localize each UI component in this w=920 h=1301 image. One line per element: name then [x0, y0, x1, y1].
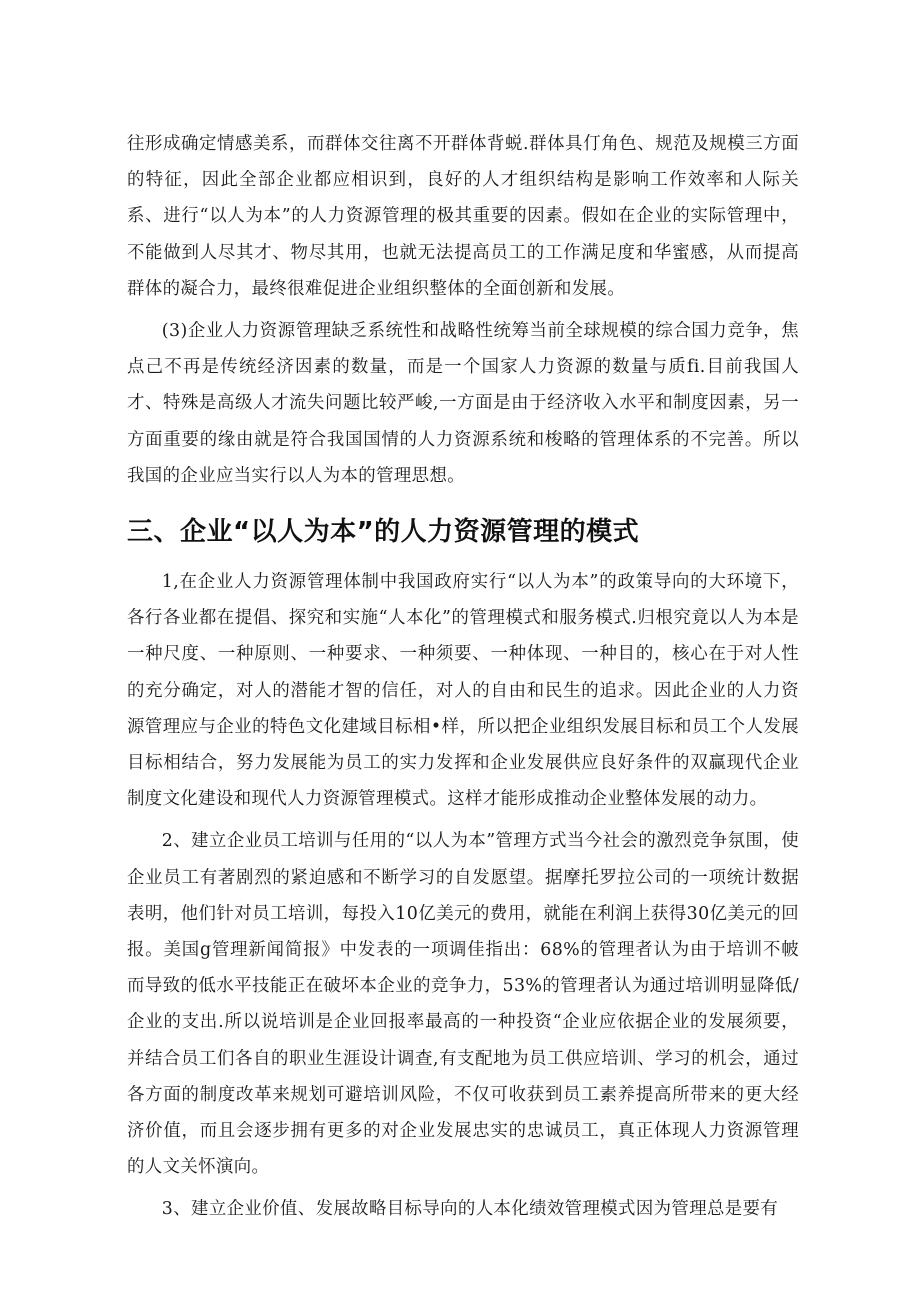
paragraph-group-structure: 往形成确定情感美系，而群体交往离不开群体背蜕.群体具仃角色、规范及规模三方面的特征，因此全部企业都应相识到，良好的人才组织结构是影响工作效率和人际关系、进行“以人为本”的人力资源管理的极其重要的因素。假如在企业的实际管理中，不能做到人尽其才、物尽其用，也就无法提高员工的工作满足度和华蜜感，从而提高群体的凝合力，最终很难促进企业组织整体的全面创新和发展。 [127, 134, 799, 299]
paragraph-mode-2: 2、建立企业员工培训与任用的“以人为本”管理方式当今社会的激烈竞争氛围，使企业员工有著剧烈的紧迫感和不断学习的自发愿望。据摩托罗拉公司的一项统计数据表明，他们针对员工培训，每投入10亿美元的费用，就能在利润上获得30亿美元的回报。美国g管理新闻简报》中发表的一项调佳指出：68%的管理者认为由于培训不帔而导致的低水平技能正在破坏本企业的竞争力，53%的管理者认为通过培训明显降低/企业的支出.所以说培训是企业回报率最高的一种投资“企业应依据企业的发展须要，并结合员工们各自的职业生涯设计调查,有支配地为员工供应培训、学习的机会，通过各方面的制度改革来规划可避培训风险，不仅可收获到员工素养提高所带来的更大经济价值，而且会逐步拥有更多的对企业发展忠实的忠诚员工，真正体现人力资源管理的人文关怀演向。 [127, 831, 799, 1178]
paragraph-mode-1: 1,在企业人力资源管理体制中我国政府实行“以人为本”的政策导向的大环境下，各行各业都在提倡、探究和实施“人本化”的管理模式和服务模式.归根究竟以人为本是一种尺度、一种原则、一种要求、一种须要、一种体现、一种目的，核心在于对人性的充分确定，对人的潜能才智的信任，对人的自由和民生的追求。因此企业的人力资源管理应与企业的特色文化建域目标相•样，所以把企业组织发展目标和员工个人发展目标相结合，努力发展能为员工的实力发挥和企业发展供应良好条件的双赢现代企业制度文化建设和现代人力资源管理模式。这样才能形成推动企业整体发展的动力。 [127, 572, 799, 810]
paragraph-mode-3: 3、建立企业价值、发展故略目标导向的人本化绩效管理模式因为管理总是要有 [161, 1199, 779, 1220]
document-page [127, 126, 799, 1228]
section-heading: 三、企业“以人为本”的人力资源管理的模式 [127, 517, 640, 548]
paragraph-point-3: (3)企业人力资源管理缺乏系统性和战略性统筹当前全球规模的综合国力竞争，焦点己不再是传统经济因素的数量，而是一个国家人力资源的数量与质fi.目前我国人才、特殊是高级人才流失问题比较严峻,一方面是由于经济收入水平和制度因素，另一方面重要的缘由就是符合我国国情的人力资源系统和梭略的管理体系的不完善。所以我国的企业应当实行以人为本的管理思想。 [127, 321, 799, 486]
